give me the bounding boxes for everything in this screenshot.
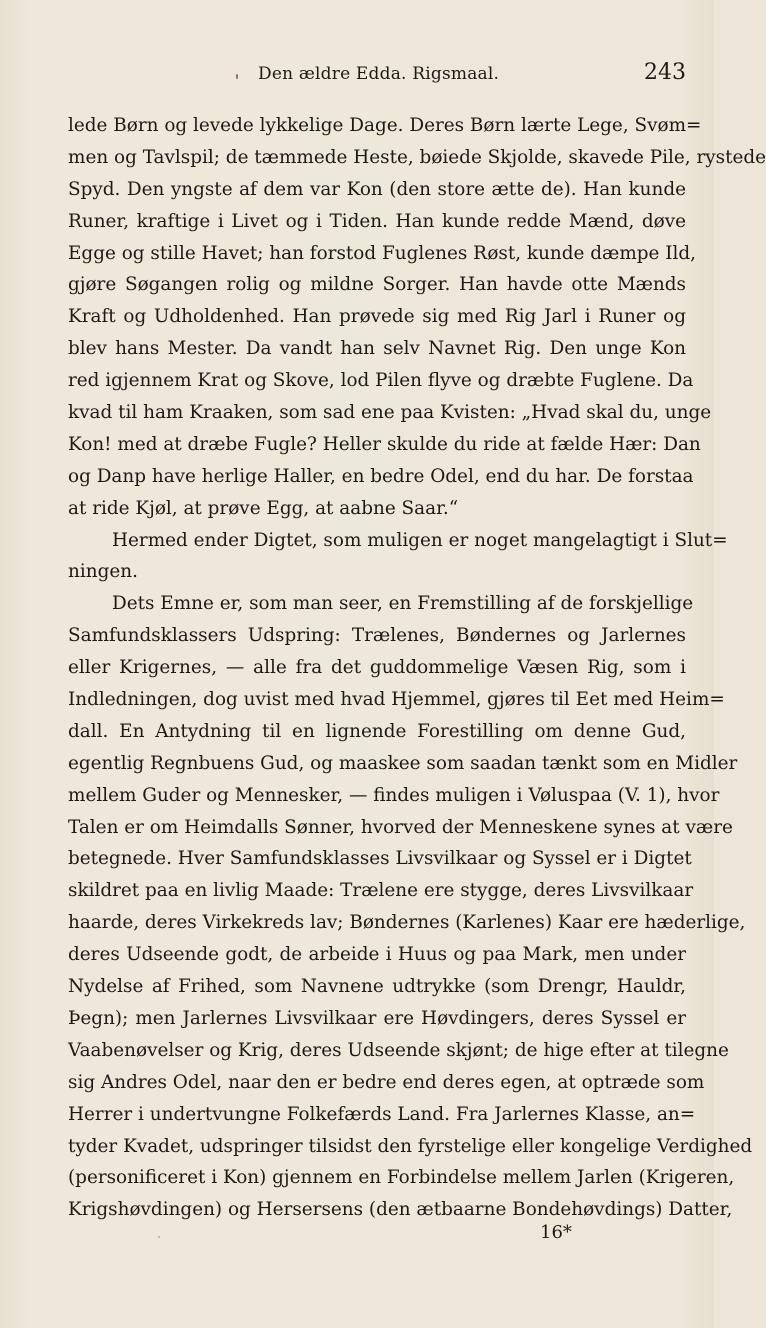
- text-line: at ride Kjøl, at prøve Egg, at aabne Saar.“: [68, 497, 459, 519]
- text-line: kvad til ham Kraaken, som sad ene paa Kvisten: „Hvad skal du, unge: [68, 402, 712, 424]
- text-line: dall. En Antydning til en lignende Forestilling om denne Gud,: [68, 720, 686, 742]
- text-line: gjøre Søgangen rolig og mildne Sorger. Han havde otte Mænds: [68, 274, 686, 296]
- text-line: Kraft og Udholdenhed. Han prøvede sig med Rig Jarl i Runer og: [68, 306, 686, 328]
- text-line: Samfundsklassers Udspring: Trælenes, Bøndernes og Jarlernes: [68, 625, 686, 647]
- text-line: ningen.: [68, 561, 138, 583]
- text-line: egentlig Regnbuens Gud, og maaskee som saadan tænkt som en Midler: [68, 752, 738, 774]
- text-line: Vaabenøvelser og Krig, deres Udseende skjønt; de hige efter at tilegne: [68, 1039, 729, 1061]
- signature-mark: 16*: [540, 1222, 572, 1243]
- text-line: deres Udseende godt, de arbeide i Huus og paa Mark, men under: [68, 944, 686, 966]
- text-line: Indledningen, dog uvist med hvad Hjemmel, gjøres til Eet med Heim=: [68, 689, 725, 711]
- paragraph-start-line: Dets Emne er, som man seer, en Fremstilling af de forskjellige: [112, 593, 694, 615]
- text-line: Egge og stille Havet; han forstod Fuglenes Røst, kunde dæmpe Ild,: [68, 242, 697, 264]
- text-line: Þegn); men Jarlernes Livsvilkaar ere Høvdingers, deres Syssel er: [68, 1007, 686, 1029]
- text-line: Talen er om Heimdalls Sønner, hvorved der Menneskene synes at være: [68, 816, 733, 838]
- text-line: mellem Guder og Mennesker, — findes muligen i Vøluspaa (V. 1), hvor: [68, 784, 720, 806]
- text-line: Krigshøvdingen) og Hersersens (den ætbaarne Bondehøvdings) Datter,: [68, 1199, 733, 1221]
- body-text: [68, 110, 766, 1226]
- text-line: betegnede. Hver Samfundsklasses Livsvilkaar og Syssel er i Digtet: [68, 848, 692, 870]
- paper-speck: [236, 74, 238, 79]
- text-line: red igjennem Krat og Skove, lod Pilen flyve og dræbte Fuglene. Da: [68, 370, 694, 392]
- page-number: 243: [644, 60, 686, 85]
- text-line: skildret paa en livlig Maade: Trælene ere stygge, deres Livsvilkaar: [68, 880, 694, 902]
- text-line: Runer, kraftige i Livet og i Tiden. Han kunde redde Mænd, døve: [68, 210, 686, 232]
- text-line: Kon! med at dræbe Fugle? Heller skulde du ride at fælde Hær: Dan: [68, 433, 701, 455]
- running-head: Den ældre Edda. Rigsmaal.: [258, 64, 500, 84]
- text-line: eller Krigernes, — alle fra det guddommelige Væsen Rig, som i: [68, 657, 686, 679]
- text-line: men og Tavlspil; de tæmmede Heste, bøiede Skjolde, skavede Pile, rystede: [68, 146, 766, 168]
- text-line: Herrer i undertvungne Folkefærds Land. Fra Jarlernes Klasse, an=: [68, 1103, 696, 1125]
- paragraph-start-line: Hermed ender Digtet, som muligen er noget mangelagtigt i Slut=: [112, 529, 728, 551]
- text-line: sig Andres Odel, naar den er bedre end deres egen, at optræde som: [68, 1071, 705, 1093]
- text-line: blev hans Mester. Da vandt han selv Navnet Rig. Den unge Kon: [68, 338, 686, 360]
- text-line: og Danp have herlige Haller, en bedre Odel, end du har. De forstaa: [68, 465, 694, 487]
- text-line: haarde, deres Virkekreds lav; Bøndernes (Karlenes) Kaar ere hæderlige,: [68, 912, 746, 934]
- text-line: lede Børn og levede lykkelige Dage. Deres Børn lærte Lege, Svøm=: [68, 115, 702, 136]
- text-line: (personificeret i Kon) gjennem en Forbindelse mellem Jarlen (Krigeren,: [68, 1167, 735, 1189]
- text-line: Spyd. Den yngste af dem var Kon (den store ætte de). Han kunde: [68, 178, 686, 200]
- text-line: Nydelse af Frihed, som Navnene udtrykke (som Drengr, Hauldr,: [68, 976, 686, 998]
- paper-speck: [158, 1236, 160, 1238]
- text-line: tyder Kvadet, udspringer tilsidst den fyrstelige eller kongelige Verdighed: [68, 1135, 753, 1157]
